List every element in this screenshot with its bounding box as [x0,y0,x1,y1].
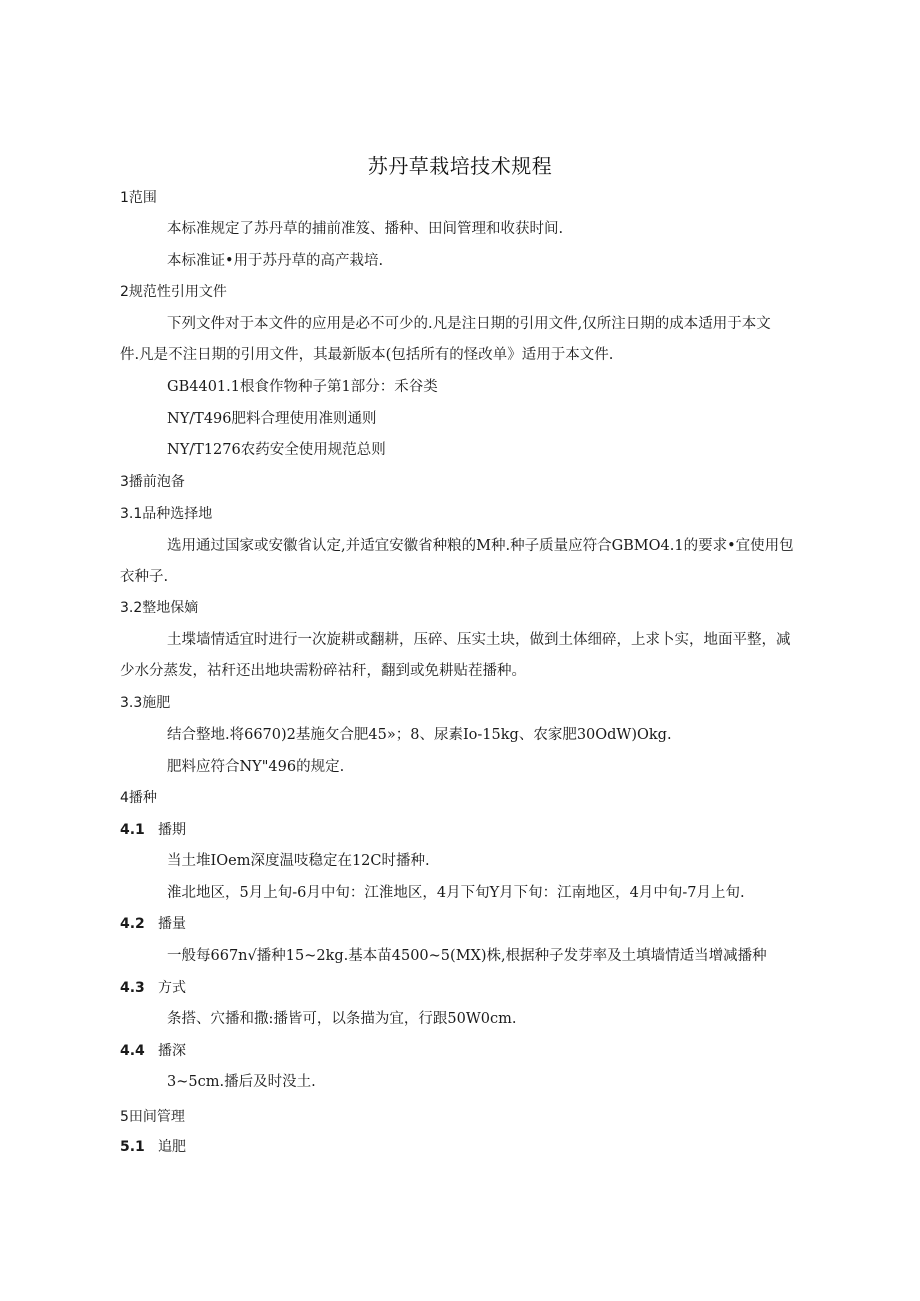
paragraph: 少水分蒸发，祜秆还出地块需粉碎祜秆，翻到或免耕贴茬播种。 [120,663,526,679]
paragraph: 肥料应符合NY"496的规定. [167,759,345,775]
subsection-number: 4.4 [120,1043,145,1059]
reference-item: GB4401.1根食作物种子第1部分：禾谷类 [167,379,438,395]
paragraph: 一般每667n√播种15~2kg.基本苗4500~5(MX)株,根据种子发芽率及土填墙情适当增减播种 [167,948,767,964]
subsection-heading [120,820,186,840]
subsection-heading [120,1137,186,1157]
paragraph: 下列文件对于本文件的应用是必不可少的.凡是注日期的引用文件,仅所注日期的成本适用于本文 [167,316,771,332]
section-heading: 1范围 [120,190,157,206]
paragraph: 衣种子. [120,569,169,585]
reference-item: NY/T496肥料合理使用准则通则 [167,411,377,427]
subsection-number: 5.1 [120,1139,145,1155]
section-heading: 3播前泡备 [120,474,185,490]
subsection-heading: 3.3施肥 [120,695,171,711]
subsection-number: 4.2 [120,916,145,932]
paragraph: 3~5cm.播后及时没土. [167,1074,316,1090]
subsection-heading: 3.2整地保嫡 [120,600,199,616]
reference-item: NY/T1276农药安全使用规范总则 [167,442,386,458]
subsection-heading: 3.1品种选择地 [120,506,213,522]
paragraph: 件.凡是不注日期的引用文件，其最新版本(包括所有的怪改单》适用于本文件. [120,347,614,363]
document-title: 苏丹草栽培技术规程 [367,154,553,178]
paragraph: 条搭、穴播和撒:播皆可，以条描为宜，行跟50W0cm. [167,1011,517,1027]
section-heading: 2规范性引用文件 [120,284,227,300]
paragraph: 本标准规定了苏丹草的捕前准笈、播种、田间管理和收获时间. [167,221,564,237]
subsection-title: 方式 [158,980,186,996]
paragraph: 结合整地.将6670)2基施攵合肥45»；8、尿素Io-15kg、农家肥30OdW)Okg. [167,727,672,743]
subsection-title: 播期 [158,822,186,838]
subsection-heading [120,978,186,998]
subsection-heading [120,914,186,934]
paragraph: 本标准证•用于苏丹草的高产栽培. [167,253,384,269]
section-heading: 5田间管理 [120,1109,185,1125]
subsection-title: 播量 [158,916,186,932]
subsection-title: 追肥 [158,1139,186,1155]
subsection-heading [120,1041,186,1061]
subsection-title: 播深 [158,1043,186,1059]
subsection-number: 4.1 [120,822,145,838]
paragraph: 淮北地区，5月上旬-6月中旬：江淮地区，4月下旬Y月下旬：江南地区，4月中旬-7月上旬. [167,885,745,901]
section-heading: 4播种 [120,790,157,806]
paragraph: 土堞墙情适宜时进行一次旋耕或翻耕，压碎、压实土块，做到土体细碎，上求卜实，地面平整，减 [167,632,791,648]
paragraph: 当土堆IOem深度温吱稳定在12C时播种. [167,853,430,869]
paragraph: 选用通过国家或安徽省认定,并适宜安徽省种粮的M种.种子质量应符合GBMO4.1的要求•宜使用包 [167,538,794,554]
subsection-number: 4.3 [120,980,145,996]
